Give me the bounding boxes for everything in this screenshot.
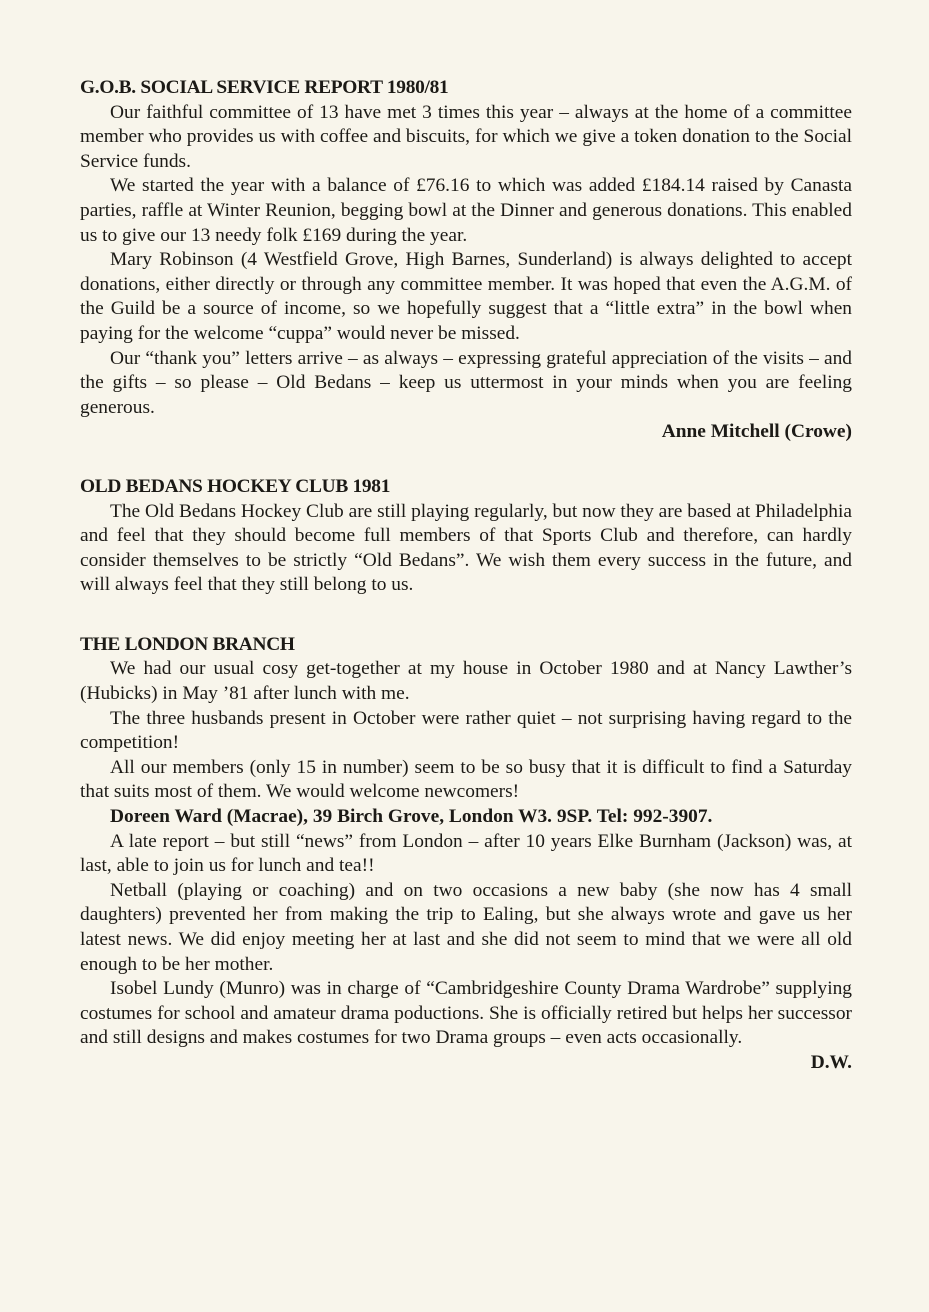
social-service-paragraph: Our faithful committee of 13 have met 3 times this year – always at the home of a committee member who provides us with coffee and biscuits, for which we give a token donation to the Social Service funds. <box>80 101 852 172</box>
london-branch-paragraph: All our members (only 15 in number) seem to be so busy that it is difficult to find a Saturday that suits most of them. We would welcome newcomers! <box>80 756 852 803</box>
social-service-paragraph: Mary Robinson (4 Westfield Grove, High Barnes, Sunderland) is always delighted to accept donations, either directly or through any committee member. It was hoped that even the A.G.M. of the Guild be a source of income, so we hopefully suggest that a “little extra” in the bowl when paying for the welcome “cuppa” would never be missed. <box>80 249 852 344</box>
london-branch-paragraph: Netball (playing or coaching) and on two occasions a new baby (she now has 4 small daughters) prevented her from making the trip to Ealing, but she always wrote and gave us her latest news. We did enjoy meeting her at last and she did not seem to mind that we were all old enough to be her mother. <box>80 879 852 975</box>
social-service-paragraph: Our “thank you” letters arrive – as always – expressing grateful appreciation of the visits – and the gifts – so please – Old Bedans – keep us uttermost in your minds when you are feeling generous. <box>80 347 852 418</box>
london-branch-paragraph: The three husbands present in October were rather quiet – not surprising having regard to the competition! <box>80 707 852 754</box>
social-service-signature: Anne Mitchell (Crowe) <box>661 421 852 443</box>
london-branch-address: Doreen Ward (Macrae), 39 Birch Grove, London W3. 9SP. Tel: 992-3907. <box>110 806 713 828</box>
social-service-heading: G.O.B. SOCIAL SERVICE REPORT 1980/81 <box>80 77 449 98</box>
london-branch-paragraph: Isobel Lundy (Munro) was in charge of “Cambridgeshire County Drama Wardrobe” supplying costumes for school and amateur drama poductions. She is officially retired but helps her successor and still designs and makes costumes for two Drama groups – even acts occasionally. <box>80 978 852 1049</box>
london-branch-paragraph: We had our usual cosy get-together at my house in October 1980 and at Nancy Lawther’s (Hubicks) in May ’81 after lunch with me. <box>80 658 852 705</box>
london-branch-paragraph: A late report – but still “news” from London – after 10 years Elke Burnham (Jackson) was, at last, able to join us for lunch and tea!! <box>80 830 852 877</box>
hockey-club-paragraph: The Old Bedans Hockey Club are still playing regularly, but now they are based at Philadelphia and feel that they should become full members of that Sports Club and therefore, can hardly consider themselves to be strictly “Old Bedans”. We wish them every success in the future, and will always feel that they still belong to us. <box>80 500 852 596</box>
page-content <box>80 76 852 1076</box>
social-service-paragraph: We started the year with a balance of £76.16 to which was added £184.14 raised by Canasta parties, raffle at Winter Reunion, begging bowl at the Dinner and generous donations. This enabled us to give our 13 needy folk £169 during the year. <box>80 175 852 246</box>
hockey-club-heading: OLD BEDANS HOCKEY CLUB 1981 <box>80 475 391 497</box>
london-branch-signature: D.W. <box>810 1051 852 1073</box>
london-branch-heading: THE LONDON BRANCH <box>80 633 295 655</box>
